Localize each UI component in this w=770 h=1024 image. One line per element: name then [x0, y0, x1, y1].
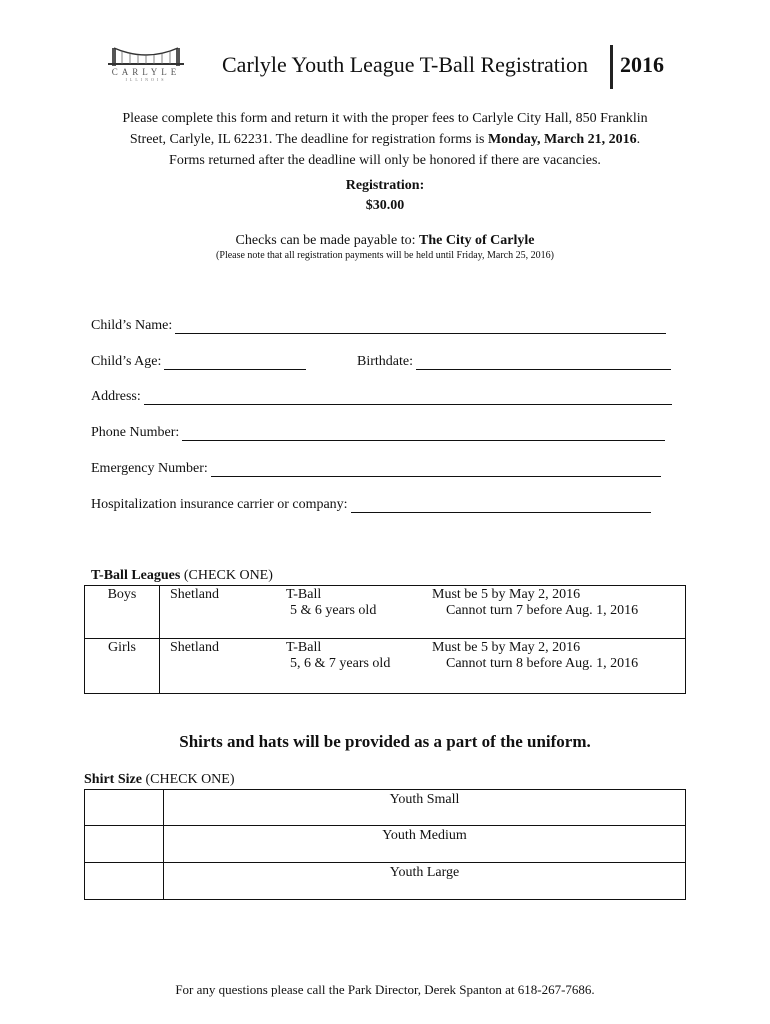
payment-note: (Please note that all registration payments will be held until Friday, March 25, 2016): [216, 250, 554, 261]
instructions-line-2-end: .: [636, 132, 641, 147]
league-level-block: [286, 640, 432, 672]
child-age-input-line[interactable]: [164, 355, 306, 370]
emergency-label: Emergency Number:: [91, 461, 208, 476]
league-division: Shetland: [170, 587, 219, 602]
insurance-input-line[interactable]: [351, 498, 651, 513]
league-rules: [432, 587, 638, 619]
shirt-size-label: Youth Medium: [382, 828, 467, 843]
league-details-cell: [160, 586, 686, 639]
instructions-line-2-text: Street, Carlyle, IL 62231. The deadline for registration forms is: [129, 132, 488, 147]
address-label: Address:: [91, 389, 141, 404]
registration-fee: $30.00: [365, 198, 405, 213]
child-age-field: [91, 354, 306, 370]
contact-footer: For any questions please call the Park Director, Derek Spanton at 618-267-7686.: [175, 982, 595, 997]
shirt-size-heading: [84, 772, 235, 788]
shirt-size-checkbox[interactable]: [85, 863, 164, 900]
shirt-size-row: [85, 790, 686, 826]
shirt-size-checkbox[interactable]: [85, 826, 164, 863]
league-ages: 5, 6 & 7 years old: [290, 656, 391, 671]
insurance-field: [91, 497, 651, 513]
shirt-size-row: [85, 826, 686, 863]
logo-subtext: ILLINOIS: [125, 77, 167, 82]
league-group: Boys: [107, 587, 137, 602]
child-name-input-line[interactable]: [175, 319, 666, 334]
instructions-line-2: [80, 129, 690, 150]
league-group: Girls: [108, 640, 136, 655]
carlyle-logo: [104, 38, 188, 82]
registration-label: Registration:: [345, 178, 425, 193]
address-field: [91, 389, 672, 405]
checks-payable: [80, 233, 690, 249]
birthdate-field: [357, 354, 671, 370]
child-name-label: Child’s Name:: [91, 318, 173, 333]
league-rule-1: Must be 5 by May 2, 2016: [432, 640, 581, 655]
league-rule-1: Must be 5 by May 2, 2016: [432, 587, 581, 602]
shirt-size-label-cell: [164, 790, 686, 826]
shirt-size-label-cell: [164, 863, 686, 900]
birthdate-input-line[interactable]: [416, 355, 671, 370]
league-level: T-Ball: [286, 640, 322, 655]
shirt-size-label: Youth Small: [389, 792, 460, 807]
registration-year: 2016: [620, 52, 664, 77]
deadline-date: Monday, March 21, 2016: [487, 132, 637, 147]
page-title: Carlyle Youth League T-Ball Registration: [222, 52, 589, 77]
phone-input-line[interactable]: [182, 426, 665, 441]
instructions-line-1: Please complete this form and return it with the proper fees to Carlyle City Hall, 850 Franklin: [122, 111, 648, 126]
shirt-size-row: [85, 863, 686, 900]
registration-fee-block: [80, 176, 690, 216]
logo-text: CARLYLE: [111, 67, 181, 77]
checks-label: Checks can be made payable to:: [235, 233, 419, 248]
league-group-cell[interactable]: [85, 639, 160, 694]
checks-payee: The City of Carlyle: [419, 233, 535, 248]
phone-label: Phone Number:: [91, 425, 180, 440]
shirt-size-label: Youth Large: [389, 865, 460, 880]
child-name-field: [91, 318, 666, 334]
leagues-title: T-Ball Leagues: [91, 568, 181, 583]
league-rule-2: Cannot turn 8 before Aug. 1, 2016: [446, 656, 639, 671]
league-row: [85, 586, 686, 639]
uniform-note: Shirts and hats will be provided as a part of the uniform.: [179, 732, 591, 751]
league-group-cell[interactable]: [85, 586, 160, 639]
league-level: T-Ball: [286, 587, 322, 602]
address-input-line[interactable]: [144, 390, 672, 405]
leagues-instruction: (CHECK ONE): [180, 568, 273, 583]
emergency-field: [91, 461, 661, 477]
title-divider: [610, 45, 613, 89]
league-rules: [432, 640, 638, 672]
league-division: Shetland: [170, 640, 219, 655]
league-ages: 5 & 6 years old: [290, 603, 377, 618]
shirt-size-instruction: (CHECK ONE): [141, 772, 235, 787]
leagues-table: [84, 585, 686, 694]
leagues-heading: [91, 568, 273, 584]
instructions-line-3: Forms returned after the deadline will only be honored if there are vacancies.: [169, 153, 601, 168]
emergency-input-line[interactable]: [211, 462, 661, 477]
league-row: [85, 639, 686, 694]
birthdate-label: Birthdate:: [357, 354, 413, 369]
instructions: [80, 108, 690, 171]
shirt-size-label-cell: [164, 826, 686, 863]
shirt-size-table: [84, 789, 686, 900]
child-age-label: Child’s Age:: [91, 354, 162, 369]
phone-field: [91, 425, 665, 441]
league-details-cell: [160, 639, 686, 694]
shirt-size-title: Shirt Size: [84, 772, 142, 787]
league-rule-2: Cannot turn 7 before Aug. 1, 2016: [446, 603, 639, 618]
league-level-block: [286, 587, 432, 619]
insurance-label: Hospitalization insurance carrier or company:: [91, 497, 348, 512]
shirt-size-checkbox[interactable]: [85, 790, 164, 826]
